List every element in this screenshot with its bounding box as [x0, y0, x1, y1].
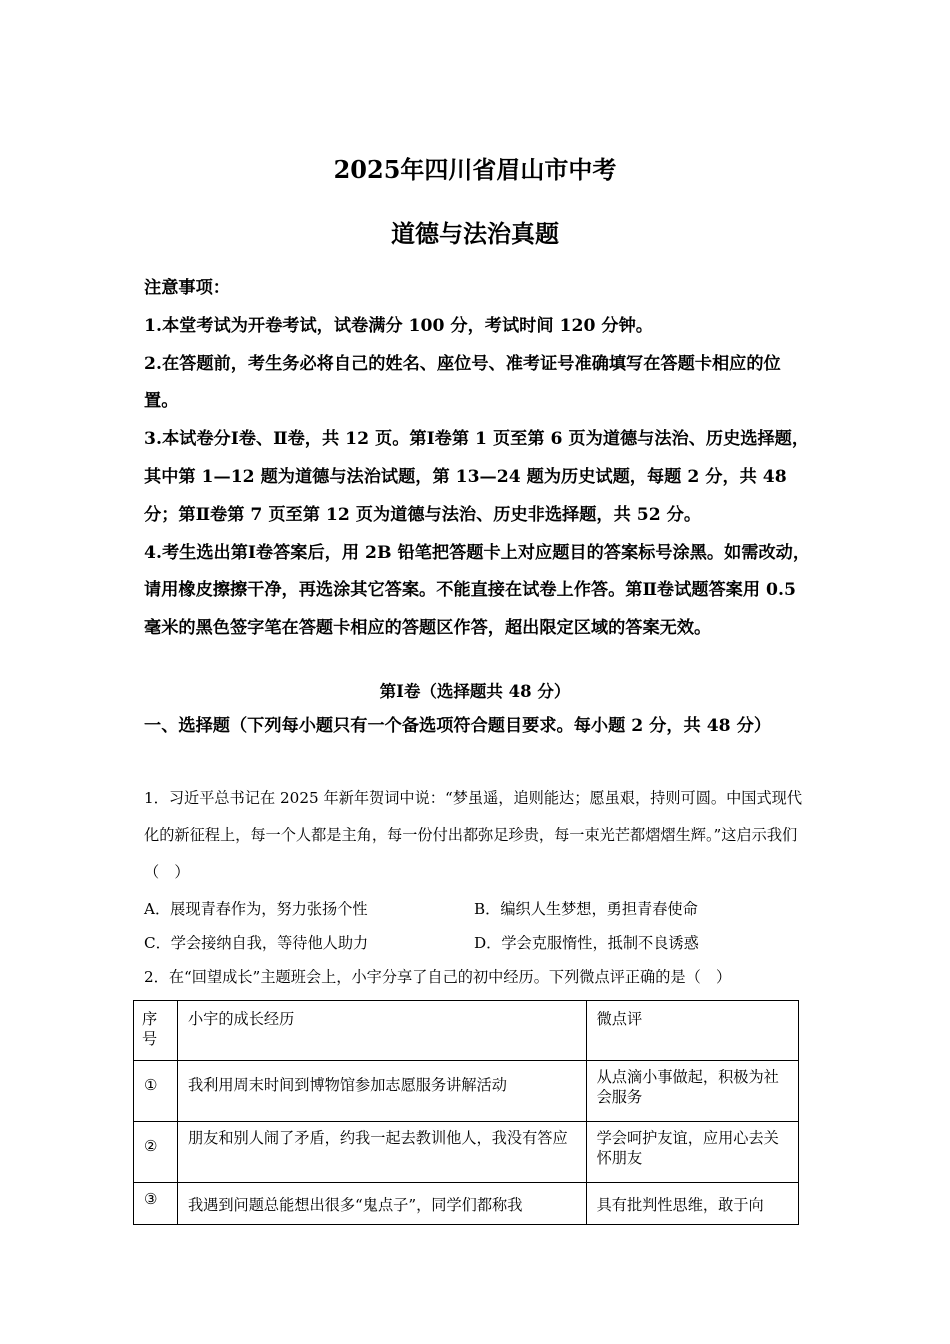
option-d: D．学会克服惰性，抵制不良诱惑	[474, 934, 699, 952]
row-experience: 我利用周末时间到博物馆参加志愿服务讲解活动	[187, 1076, 507, 1094]
notice-block	[144, 270, 814, 648]
row-experience: 朋友和别人闹了矛盾，约我一起去教训他人，我没有答应	[187, 1129, 568, 1147]
table-row	[134, 1183, 799, 1225]
exam-subtitle: 道德与法治真题	[391, 219, 559, 248]
section-title: 第Ⅰ卷（选择题共 48 分）	[379, 682, 571, 701]
row-comment: 学会呵护友谊，应用心去关怀朋友	[596, 1129, 779, 1167]
header-experience: 小宇的成长经历	[187, 1010, 295, 1028]
table-header-row	[134, 1001, 799, 1061]
exam-title: 2025年四川省眉山市中考	[333, 155, 617, 184]
header-comment: 微点评	[596, 1010, 643, 1028]
option-c: C．学会接纳自我，等待他人助力	[144, 934, 369, 952]
question-2-stem: 2．在“回望成长”主题班会上，小宇分享了自己的初中经历。下列微点评正确的是（ ）	[144, 968, 732, 986]
part-title: 一、选择题（下列每小题只有一个备选项符合题目要求。每小题 2 分，共 48 分）	[144, 716, 772, 736]
row-number: ①	[144, 1076, 158, 1094]
option-b: B．编织人生梦想，勇担青春使命	[474, 900, 698, 918]
option-a: A．展现青春作为，努力张扬个性	[144, 900, 368, 918]
notice-item-2: 2.在答题前，考生务必将自己的姓名、座位号、准考证号准确填写在答题卡相应的位置。	[144, 353, 781, 412]
notice-item-1: 1.本堂考试为开卷考试，试卷满分 100 分，考试时间 120 分钟。	[144, 315, 653, 336]
notice-heading: 注意事项：	[144, 278, 230, 298]
growth-table	[133, 1000, 799, 1225]
question-1-stem: 1．习近平总书记在 2025 年新年贺词中说：“梦虽遥，追则能达；愿虽艰，持则可圆。中国式现代化的新征程上，每一个人都是主角，每一份付出都弥足珍贵，每一束光芒都熠熠生辉。”这启示我们（ ）	[144, 789, 803, 881]
notice-item-3: 3.本试卷分Ⅰ卷、Ⅱ卷，共 12 页。第Ⅰ卷第 1 页至第 6 页为道德与法治、历史选择题，其中第 1—12 题为道德与法治试题，第 13—24 题为历史试题，每题 2 分，共 48 分；第Ⅱ卷第 7 页至第 12 页为道德与法治、历史非选择题，共 52 分。	[144, 429, 810, 525]
row-number: ②	[144, 1137, 158, 1155]
row-comment: 从点滴小事做起，积极为社会服务	[596, 1068, 779, 1106]
row-comment: 具有批判性思维，敢于向	[596, 1196, 764, 1214]
table-row	[134, 1061, 799, 1122]
notice-item-4: 4.考生选出第Ⅰ卷答案后，用 2B 铅笔把答题卡上对应题目的答案标号涂黑。如需改动，请用橡皮擦擦干净，再选涂其它答案。不能直接在试卷上作答。第Ⅱ卷试题答案用 0.5 毫米的黑色签字笔在答题卡相应的答题区作答，超出限定区域的答案无效。	[144, 542, 811, 639]
table-row	[134, 1122, 799, 1183]
header-number: 序号	[142, 1010, 158, 1048]
row-number: ③	[144, 1190, 158, 1208]
row-experience: 我遇到问题总能想出很多“鬼点子”，同学们都称我	[187, 1196, 523, 1214]
